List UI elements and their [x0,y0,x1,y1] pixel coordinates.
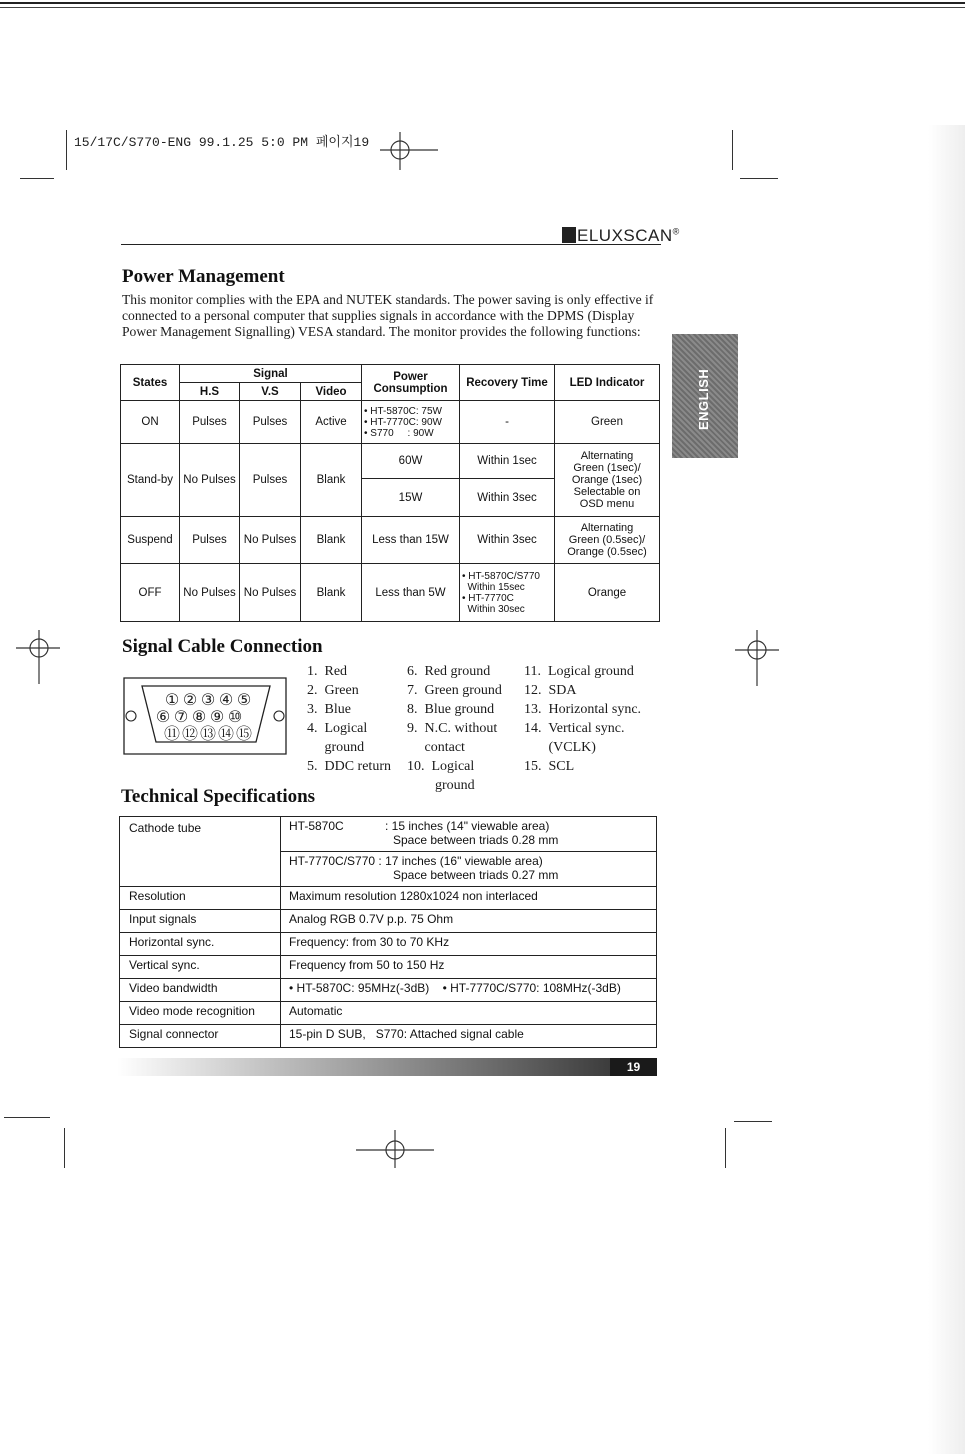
registration-mark-icon [356,1128,436,1170]
crop-mark [740,178,778,179]
language-tab [672,334,738,458]
table-row-on [121,401,660,444]
registration-mark-icon [16,628,62,688]
spec-label: Cathode tube [120,817,281,887]
pin-9: ⑨ [209,707,225,726]
cell-state: OFF [121,564,180,622]
cell-power [362,401,460,444]
cell-led: Orange [555,564,660,622]
logo-registered: ® [672,226,680,237]
list-item: 10. Logical [407,759,475,774]
recovery-line: Within 15sec [462,581,525,593]
pin-10: ⑩ [227,707,243,726]
spec-label: Vertical sync. [120,956,281,979]
cell-state: Suspend [121,517,180,564]
led-line: Orange (1sec) [571,474,643,486]
crop-mark [725,1128,726,1168]
spec-value [281,852,657,887]
logo-text: ELUXSCAN [577,226,673,245]
spec-value: Frequency from 50 to 150 Hz [281,956,657,979]
list-item: 8. Blue ground [407,702,495,717]
list-item: 15. SCL [524,759,575,774]
crop-mark [20,178,54,179]
section-title-signal-cable: Signal Cable Connection [122,636,323,657]
table-row [120,956,657,979]
list-item: 5. DDC return [307,759,391,774]
pin-8: ⑧ [191,707,207,726]
cell-recovery [460,564,555,622]
header-signal: Signal [180,365,362,383]
list-item: ground [307,740,365,755]
tube-triads: Space between triads 0.28 mm [393,833,559,847]
list-item: 1. Red [307,664,348,679]
led-line: OSD menu [579,498,635,510]
pin-6: ⑥ [155,707,171,726]
logo-mark-icon [562,227,576,243]
section-title-tech-specs: Technical Specifications [121,786,316,807]
pin-5: ⑤ [236,690,252,709]
pin-11: ⑪ [163,724,181,743]
cell-power: Less than 15W [362,517,460,564]
page-number: 19 [610,1058,657,1076]
led-line: Green (1sec)/ [573,462,641,474]
cell-vs: No Pulses [240,564,301,622]
pin-list-col-3 [524,662,641,776]
list-item: contact [407,740,465,755]
cell-video: Blank [301,444,362,517]
cell-hs: No Pulses [180,444,240,517]
cell-hs: Pulses [180,517,240,564]
list-item: 2. Green [307,683,359,698]
scan-top-edge [0,2,965,4]
header-vs: V.S [240,383,301,401]
dsub-connector-diagram [120,674,290,758]
table-row [120,887,657,910]
list-item: 4. Logical [307,721,368,736]
crop-mark [66,130,67,170]
cell-vs: Pulses [240,444,301,517]
table-row [120,910,657,933]
pin-list-col-1 [307,662,391,776]
recovery-line: • HT-5870C/S770 [462,570,540,582]
cell-power: Less than 5W [362,564,460,622]
pin-2: ② [182,690,198,709]
table-row-standby [121,444,660,479]
table-row-suspend [121,517,660,564]
led-line: Orange (0.5sec) [567,546,647,558]
pin-1: ① [164,690,180,709]
model-name: HT-5870C [289,819,344,833]
registration-mark-icon [735,628,781,688]
recovery-line: Within 30sec [462,603,525,615]
cell-recovery: Within 3sec [460,517,555,564]
power-line: • S770 : 90W [364,427,434,439]
cell-recovery: - [460,401,555,444]
pin-14: ⑭ [217,724,235,743]
list-item: 9. N.C. without [407,721,498,736]
crop-mark [64,1128,65,1168]
list-item: 11. Logical ground [524,664,634,679]
crop-mark [734,1121,772,1122]
brand-logo [562,226,680,246]
tube-size: : 15 inches (14" viewable area) [385,819,550,833]
cell-led [555,517,660,564]
spec-value: Automatic [281,1002,657,1025]
cell-hs: No Pulses [180,564,240,622]
table-row [120,979,657,1002]
power-management-intro: This monitor complies with the EPA and NUTEK standards. The power saving is only effective if connected to a personal computer that supplies signals in accordance with the DPMS (Display Power Management Signalling) VESA standard. The monitor provides the following functions: [122,292,654,339]
cell-power: 60W [362,444,460,479]
cell-power: 15W [362,479,460,517]
pin-3: ③ [200,690,216,709]
header-video: Video [301,383,362,401]
spec-value: Frequency: from 30 to 70 KHz [281,933,657,956]
spec-label: Input signals [120,910,281,933]
pin-list-col-2 [407,662,502,795]
list-item: 12. SDA [524,683,577,698]
pin-4: ④ [218,690,234,709]
list-item: ground [407,778,475,793]
crop-mark [4,1117,50,1118]
spec-value: • HT-5870C: 95MHz(-3dB) • HT-7770C/S770: 108MHz(-3dB) [281,979,657,1002]
cell-video: Blank [301,517,362,564]
model-name: HT-7770C/S770 : [289,854,382,868]
cell-state: Stand-by [121,444,180,517]
list-item: 6. Red ground [407,664,491,679]
pin-13: ⑬ [199,724,217,743]
print-header: 15/17C/S770-ENG 99.1.25 5:0 PM 페이지19 [74,135,370,150]
section-title-power-management: Power Management [122,266,285,287]
cell-led [555,444,660,517]
recovery-line: • HT-7770C [462,592,514,604]
led-line: Green (0.5sec)/ [568,534,646,546]
header-states: States [121,365,180,401]
spec-label: Video bandwidth [120,979,281,1002]
tech-specs-table [119,816,657,1048]
power-line: • HT-5870C: 75W [364,405,442,417]
spec-label: Resolution [120,887,281,910]
cell-vs: Pulses [240,401,301,444]
cell-hs: Pulses [180,401,240,444]
list-item: 7. Green ground [407,683,502,698]
spec-value: 15-pin D SUB, S770: Attached signal cable [281,1025,657,1048]
spec-label: Video mode recognition [120,1002,281,1025]
header-recovery: Recovery Time [460,365,555,401]
scan-top-edge-line [0,7,965,8]
list-item: 13. Horizontal sync. [524,702,642,717]
table-row [120,1002,657,1025]
power-line: • HT-7770C: 90W [364,416,442,428]
cell-recovery: Within 3sec [460,479,555,517]
pin-12: ⑫ [181,724,199,743]
table-row [120,933,657,956]
led-line: Selectable on [573,486,641,498]
table-row [120,817,657,852]
list-item: 3. Blue [307,702,351,717]
list-item: 14. Vertical sync. [524,721,625,736]
pin-15: ⑮ [235,724,253,743]
cell-led: Green [555,401,660,444]
spec-value: Analog RGB 0.7V p.p. 75 Ohm [281,910,657,933]
registration-mark-icon [380,130,440,172]
tube-size: 17 inches (16" viewable area) [385,854,543,868]
cell-video: Blank [301,564,362,622]
spec-label: Horizontal sync. [120,933,281,956]
pin-7: ⑦ [173,707,189,726]
language-tab-label: ENGLISH [696,368,711,430]
spec-value [281,817,657,852]
spec-value: Maximum resolution 1280x1024 non interlaced [281,887,657,910]
footer-gradient-bar [117,1058,657,1076]
crop-mark [732,130,733,170]
page-shadow [928,125,965,1454]
led-line: Alternating [580,450,634,462]
table-row [120,1025,657,1048]
cell-recovery: Within 1sec [460,444,555,479]
cell-video: Active [301,401,362,444]
cell-vs: No Pulses [240,517,301,564]
tube-triads: Space between triads 0.27 mm [393,868,559,882]
header-hs: H.S [180,383,240,401]
list-item: (VCLK) [524,740,596,755]
spec-label: Signal connector [120,1025,281,1048]
header-power: Power Consumption [362,365,460,401]
power-management-table [120,364,660,622]
cell-state: ON [121,401,180,444]
table-row-off [121,564,660,622]
led-line: Alternating [580,522,634,534]
header-led: LED Indicator [555,365,660,401]
